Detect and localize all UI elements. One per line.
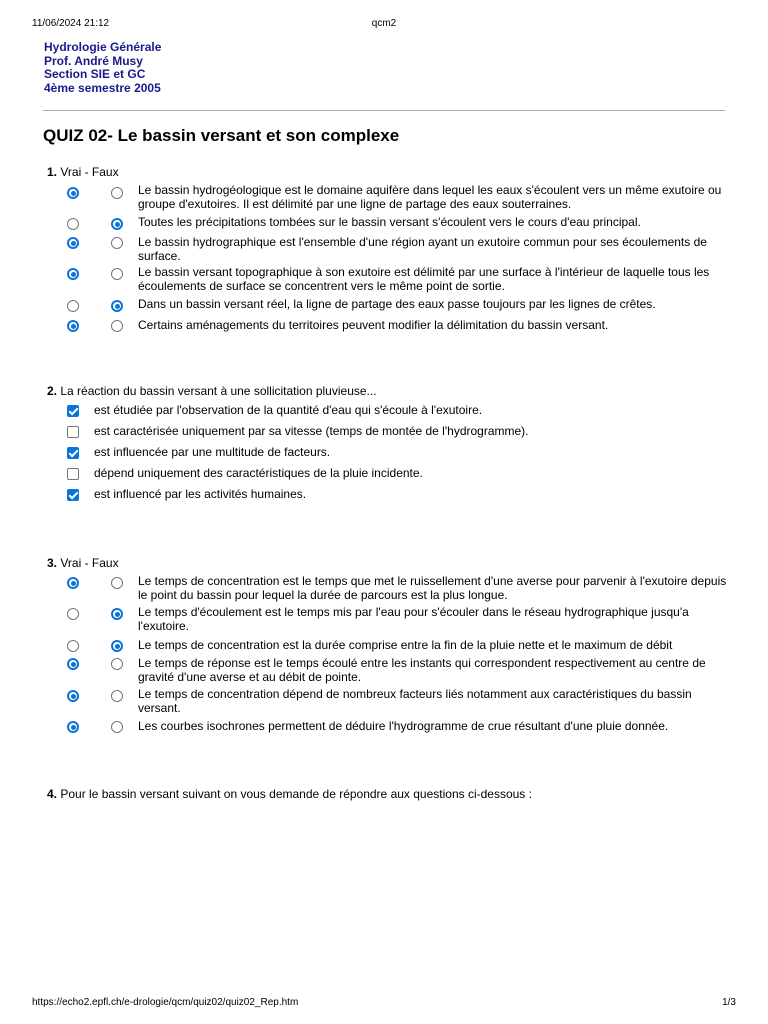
- statement-text: Le bassin hydrographique est l'ensemble d'une région ayant un exutoire commun pour ses écoulements de surface.: [138, 235, 707, 263]
- radio-vrai[interactable]: [67, 218, 79, 230]
- course-name: Hydrologie Générale: [44, 40, 162, 54]
- question-3-label: Vrai - Faux: [60, 556, 119, 570]
- radio-faux[interactable]: [111, 608, 123, 620]
- option-text: est caractérisée uniquement par sa vitesse (temps de montée de l'hydrogramme).: [94, 424, 529, 438]
- print-date: 11/06/2024 21:12: [32, 18, 110, 29]
- radio-vrai[interactable]: [67, 187, 79, 199]
- option-text: est influencée par une multitude de facteurs.: [94, 445, 331, 459]
- checkbox[interactable]: [67, 468, 79, 480]
- course-semester: 4ème semestre 2005: [44, 80, 161, 95]
- radio-vrai[interactable]: [67, 721, 79, 733]
- statement-text: Le temps de réponse est le temps écoulé entre les instants qui correspondent respectivement au centre de gravité d'une averse et au débit de pointe.: [138, 656, 706, 684]
- statement-text: Le bassin hydrogéologique est le domaine aquifère dans lequel les eaux s'écoulent vers un même exutoire ou groupe d'exutoires. Il est délimité par une ligne de partage des eaux souterraines.: [138, 183, 722, 211]
- course-section: Section SIE et GC: [44, 67, 146, 82]
- question-4-header: [47, 787, 532, 802]
- radio-faux[interactable]: [111, 690, 123, 702]
- statement-text: Les courbes isochrones permettent de déduire l'hydrogramme de crue résultant d'une pluie donnée.: [138, 719, 669, 733]
- question-number: 2.: [47, 384, 58, 398]
- option-text: dépend uniquement des caractéristiques de la pluie incidente.: [94, 466, 423, 480]
- radio-vrai[interactable]: [67, 300, 79, 312]
- question-3-header: [47, 556, 119, 571]
- question-number: 4.: [47, 787, 58, 801]
- radio-vrai[interactable]: [67, 640, 79, 652]
- statement-text: Dans un bassin versant réel, la ligne de partage des eaux passe toujours par les lignes de crêtes.: [138, 297, 656, 311]
- checkbox[interactable]: [67, 489, 79, 501]
- radio-faux[interactable]: [111, 300, 123, 312]
- checkbox[interactable]: [67, 447, 79, 459]
- print-header: [32, 17, 736, 31]
- page-url: https://echo2.epfl.ch/e-drologie/qcm/quiz02/quiz02_Rep.htm: [32, 997, 299, 1008]
- page-number: 1/3: [722, 997, 736, 1008]
- question-4-label: Pour le bassin versant suivant on vous demande de répondre aux questions ci-dessous :: [60, 787, 532, 801]
- quiz-title: QUIZ 02- Le bassin versant et son complexe: [43, 126, 400, 145]
- radio-vrai[interactable]: [67, 268, 79, 280]
- radio-vrai[interactable]: [67, 690, 79, 702]
- statement-text: Le temps de concentration est la durée comprise entre la fin de la pluie nette et le maximum de débit: [138, 638, 673, 652]
- radio-vrai[interactable]: [67, 237, 79, 249]
- radio-faux[interactable]: [111, 187, 123, 199]
- radio-faux[interactable]: [111, 658, 123, 670]
- radio-faux[interactable]: [111, 640, 123, 652]
- radio-faux[interactable]: [111, 577, 123, 589]
- question-2-header: [47, 384, 377, 399]
- statement-text: Le temps de concentration dépend de nombreux facteurs liés notamment aux caractéristiques du bassin versant.: [138, 687, 692, 715]
- radio-vrai[interactable]: [67, 658, 79, 670]
- course-professor: Prof. André Musy: [44, 53, 143, 68]
- statement-text: Le temps de concentration est le temps que met le ruissellement d'une averse pour parvenir à l'exutoire depuis le point du bassin pour lequel la durée de parcours est la plus longue.: [138, 574, 727, 602]
- question-number: 3.: [47, 556, 58, 570]
- question-1-header: [47, 165, 119, 180]
- question-2-label: La réaction du bassin versant à une sollicitation pluvieuse...: [60, 384, 377, 398]
- divider: [43, 110, 725, 111]
- radio-vrai[interactable]: [67, 577, 79, 589]
- question-1-label: Vrai - Faux: [60, 165, 119, 179]
- print-title: qcm2: [371, 18, 397, 29]
- course-info: [44, 41, 161, 95]
- statement-text: Toutes les précipitations tombées sur le bassin versant s'écoulent vers le cours d'eau principal.: [138, 215, 641, 229]
- print-footer: [32, 996, 736, 1010]
- radio-faux[interactable]: [111, 237, 123, 249]
- radio-faux[interactable]: [111, 218, 123, 230]
- option-text: est influencé par les activités humaines.: [94, 487, 307, 501]
- question-number: 1.: [47, 165, 58, 179]
- radio-vrai[interactable]: [67, 320, 79, 332]
- radio-vrai[interactable]: [67, 608, 79, 620]
- checkbox[interactable]: [67, 426, 79, 438]
- radio-faux[interactable]: [111, 320, 123, 332]
- radio-faux[interactable]: [111, 721, 123, 733]
- radio-faux[interactable]: [111, 268, 123, 280]
- checkbox[interactable]: [67, 405, 79, 417]
- option-text: est étudiée par l'observation de la quantité d'eau qui s'écoule à l'exutoire.: [94, 403, 483, 417]
- statement-text: Le temps d'écoulement est le temps mis par l'eau pour s'écouler dans le réseau hydrographique jusqu'a l'exutoire.: [138, 605, 689, 633]
- statement-text: Certains aménagements du territoires peuvent modifier la délimitation du bassin versant.: [138, 318, 609, 332]
- statement-text: Le bassin versant topographique à son exutoire est délimité par une surface à l'intérieur de laquelle tous les écoulements de surface se concentrent vers le même point de sortie.: [138, 265, 710, 293]
